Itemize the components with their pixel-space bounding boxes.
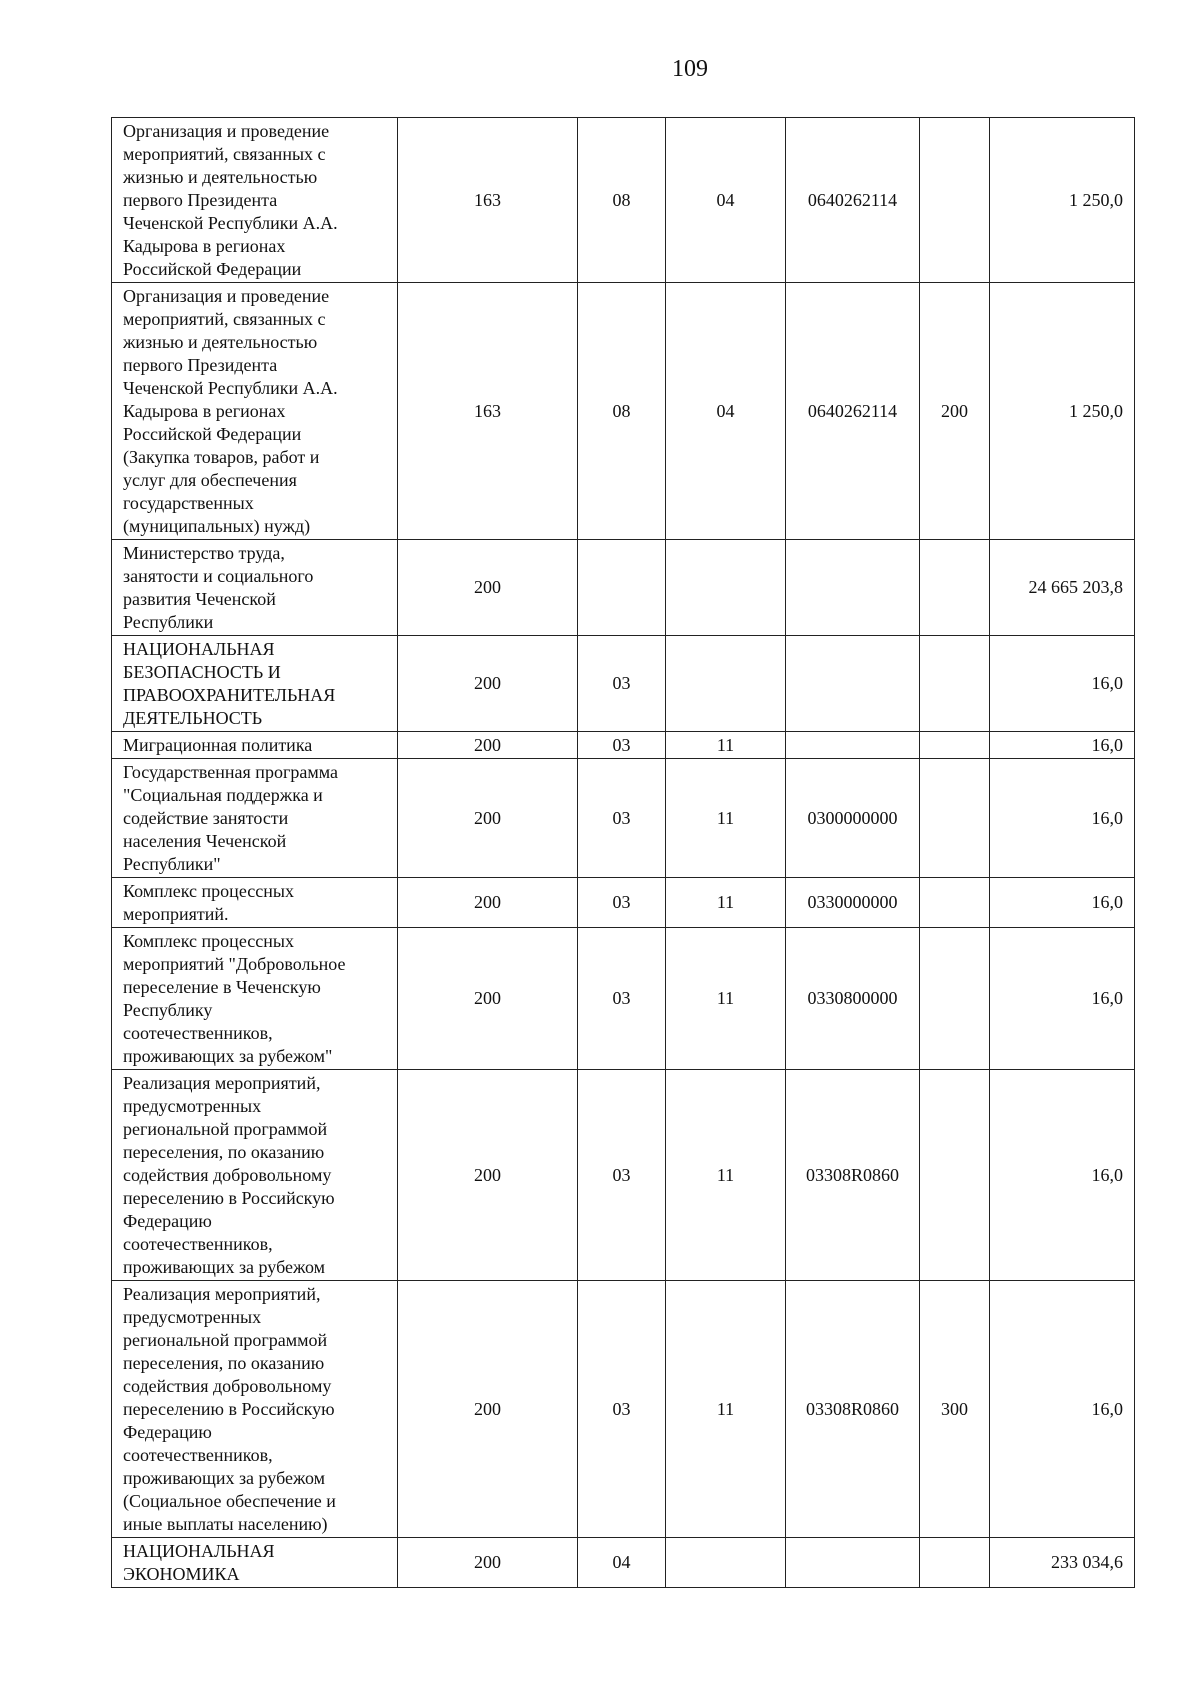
amount-cell: 233 034,6 [990,1538,1135,1588]
target-article-cell: 0330000000 [786,878,920,928]
item-name-line: населения Чеченской [123,831,287,851]
item-name-line: первого Президента [123,355,278,375]
table-row [112,636,1135,732]
subsection-code-cell: 11 [666,878,786,928]
budget-table-wrap [111,117,1135,1588]
section-code-cell: 03 [578,928,666,1070]
item-name-line: мероприятий, связанных с [123,309,326,329]
item-name-line: соотечественников, [123,1023,273,1043]
amount-cell: 1 250,0 [990,118,1135,283]
item-name-line: переселению в Российскую [123,1399,335,1419]
target-article-cell [786,540,920,636]
item-name-line: иные выплаты населению) [123,1514,328,1534]
target-article-cell [786,732,920,759]
amount-cell: 1 250,0 [990,283,1135,540]
expense-type-cell [920,1538,990,1588]
item-name-line: занятости и социального [123,566,314,586]
expense-type-cell [920,759,990,878]
item-name-line: содействия добровольному [123,1376,332,1396]
target-article-cell: 03308R0860 [786,1281,920,1538]
table-row [112,540,1135,636]
page-number: 109 [672,56,708,82]
section-code-cell: 08 [578,283,666,540]
item-name-line: "Социальная поддержка и [123,785,323,805]
expense-type-cell [920,636,990,732]
expense-type-cell [920,118,990,283]
expense-type-cell [920,540,990,636]
target-article-cell: 0640262114 [786,118,920,283]
item-name-line: ДЕЯТЕЛЬНОСТЬ [123,708,263,728]
item-name-cell [112,928,398,1070]
item-name-line: Реализация мероприятий, [123,1284,321,1304]
section-code-cell: 03 [578,1281,666,1538]
ministry-code-cell: 200 [398,732,578,759]
target-article-cell: 0330800000 [786,928,920,1070]
item-name-line: предусмотренных [123,1307,262,1327]
item-name-cell [112,1281,398,1538]
item-name-cell [112,732,398,759]
table-row [112,1281,1135,1538]
item-name-line: проживающих за рубежом" [123,1046,333,1066]
item-name-line: Миграционная политика [123,735,313,755]
subsection-code-cell: 04 [666,118,786,283]
item-name-cell [112,636,398,732]
target-article-cell [786,636,920,732]
table-body [112,118,1135,1588]
amount-cell: 16,0 [990,636,1135,732]
item-name-line: переселение в Чеченскую [123,977,321,997]
item-name-line: Чеченской Республики А.А. [123,213,338,233]
item-name-line: развития Чеченской [123,589,276,609]
ministry-code-cell: 200 [398,636,578,732]
subsection-code-cell: 11 [666,1281,786,1538]
section-code-cell: 03 [578,878,666,928]
section-code-cell: 03 [578,1070,666,1281]
expense-type-cell [920,1070,990,1281]
target-article-cell [786,1538,920,1588]
item-name-line: Республики" [123,854,221,874]
item-name-line: ЭКОНОМИКА [123,1564,240,1584]
item-name-line: НАЦИОНАЛЬНАЯ [123,1541,275,1561]
item-name-cell [112,540,398,636]
item-name-line: (Закупка товаров, работ и [123,447,320,467]
item-name-cell [112,878,398,928]
item-name-line: Республики [123,612,214,632]
table-row [112,283,1135,540]
target-article-cell: 03308R0860 [786,1070,920,1281]
ministry-code-cell: 200 [398,759,578,878]
target-article-cell: 0300000000 [786,759,920,878]
item-name-line: Государственная программа [123,762,338,782]
item-name-line: Комплекс процессных [123,931,294,951]
subsection-code-cell: 11 [666,1070,786,1281]
expense-type-cell: 300 [920,1281,990,1538]
item-name-line: Реализация мероприятий, [123,1073,321,1093]
target-article-cell: 0640262114 [786,283,920,540]
item-name-cell [112,759,398,878]
item-name-line: Кадырова в регионах [123,236,286,256]
table-row [112,1538,1135,1588]
item-name-line: первого Президента [123,190,278,210]
item-name-line: услуг для обеспечения [123,470,297,490]
item-name-line: переселению в Российскую [123,1188,335,1208]
item-name-line: переселения, по оказанию [123,1142,325,1162]
amount-cell: 16,0 [990,1070,1135,1281]
item-name-line: региональной программой [123,1119,328,1139]
section-code-cell: 04 [578,1538,666,1588]
ministry-code-cell: 200 [398,1281,578,1538]
ministry-code-cell: 163 [398,283,578,540]
section-code-cell: 03 [578,636,666,732]
section-code-cell: 08 [578,118,666,283]
item-name-cell [112,1070,398,1281]
table-row [112,732,1135,759]
item-name-line: Российской Федерации [123,259,302,279]
ministry-code-cell: 163 [398,118,578,283]
ministry-code-cell: 200 [398,878,578,928]
amount-cell: 16,0 [990,878,1135,928]
item-name-line: проживающих за рубежом [123,1468,326,1488]
amount-cell: 16,0 [990,928,1135,1070]
item-name-line: ПРАВООХРАНИТЕЛЬНАЯ [123,685,336,705]
subsection-code-cell: 04 [666,283,786,540]
item-name-line: Федерацию [123,1422,212,1442]
table-row [112,1070,1135,1281]
item-name-line: Республику [123,1000,213,1020]
subsection-code-cell [666,540,786,636]
item-name-line: соотечественников, [123,1445,273,1465]
item-name-line: БЕЗОПАСНОСТЬ И [123,662,281,682]
ministry-code-cell: 200 [398,540,578,636]
item-name-line: жизнью и деятельностью [123,167,318,187]
item-name-line: содействия добровольному [123,1165,332,1185]
ministry-code-cell: 200 [398,1538,578,1588]
ministry-code-cell: 200 [398,928,578,1070]
expense-type-cell [920,878,990,928]
item-name-line: региональной программой [123,1330,328,1350]
item-name-line: государственных [123,493,254,513]
item-name-line: предусмотренных [123,1096,262,1116]
table-row [112,928,1135,1070]
amount-cell: 24 665 203,8 [990,540,1135,636]
item-name-line: Организация и проведение [123,286,330,306]
item-name-line: Организация и проведение [123,121,330,141]
item-name-line: Комплекс процессных [123,881,294,901]
item-name-line: Кадырова в регионах [123,401,286,421]
table-row [112,118,1135,283]
budget-table [111,117,1135,1588]
item-name-line: соотечественников, [123,1234,273,1254]
amount-cell: 16,0 [990,1281,1135,1538]
amount-cell: 16,0 [990,732,1135,759]
section-code-cell: 03 [578,759,666,878]
item-name-line: Чеченской Республики А.А. [123,378,338,398]
item-name-cell [112,118,398,283]
subsection-code-cell [666,636,786,732]
item-name-line: переселения, по оказанию [123,1353,325,1373]
amount-cell: 16,0 [990,759,1135,878]
item-name-cell [112,1538,398,1588]
section-code-cell [578,540,666,636]
table-row [112,878,1135,928]
subsection-code-cell [666,1538,786,1588]
item-name-line: (Социальное обеспечение и [123,1491,336,1511]
subsection-code-cell: 11 [666,759,786,878]
expense-type-cell [920,928,990,1070]
item-name-line: НАЦИОНАЛЬНАЯ [123,639,275,659]
subsection-code-cell: 11 [666,928,786,1070]
item-name-cell [112,283,398,540]
item-name-line: Федерацию [123,1211,212,1231]
item-name-line: мероприятий. [123,904,229,924]
item-name-line: жизнью и деятельностью [123,332,318,352]
item-name-line: содействие занятости [123,808,289,828]
section-code-cell: 03 [578,732,666,759]
subsection-code-cell: 11 [666,732,786,759]
item-name-line: (муниципальных) нужд) [123,516,311,536]
item-name-line: Российской Федерации [123,424,302,444]
table-row [112,759,1135,878]
ministry-code-cell: 200 [398,1070,578,1281]
item-name-line: Министерство труда, [123,543,285,563]
expense-type-cell [920,732,990,759]
item-name-line: мероприятий, связанных с [123,144,326,164]
item-name-line: проживающих за рубежом [123,1257,326,1277]
expense-type-cell: 200 [920,283,990,540]
item-name-line: мероприятий "Добровольное [123,954,346,974]
